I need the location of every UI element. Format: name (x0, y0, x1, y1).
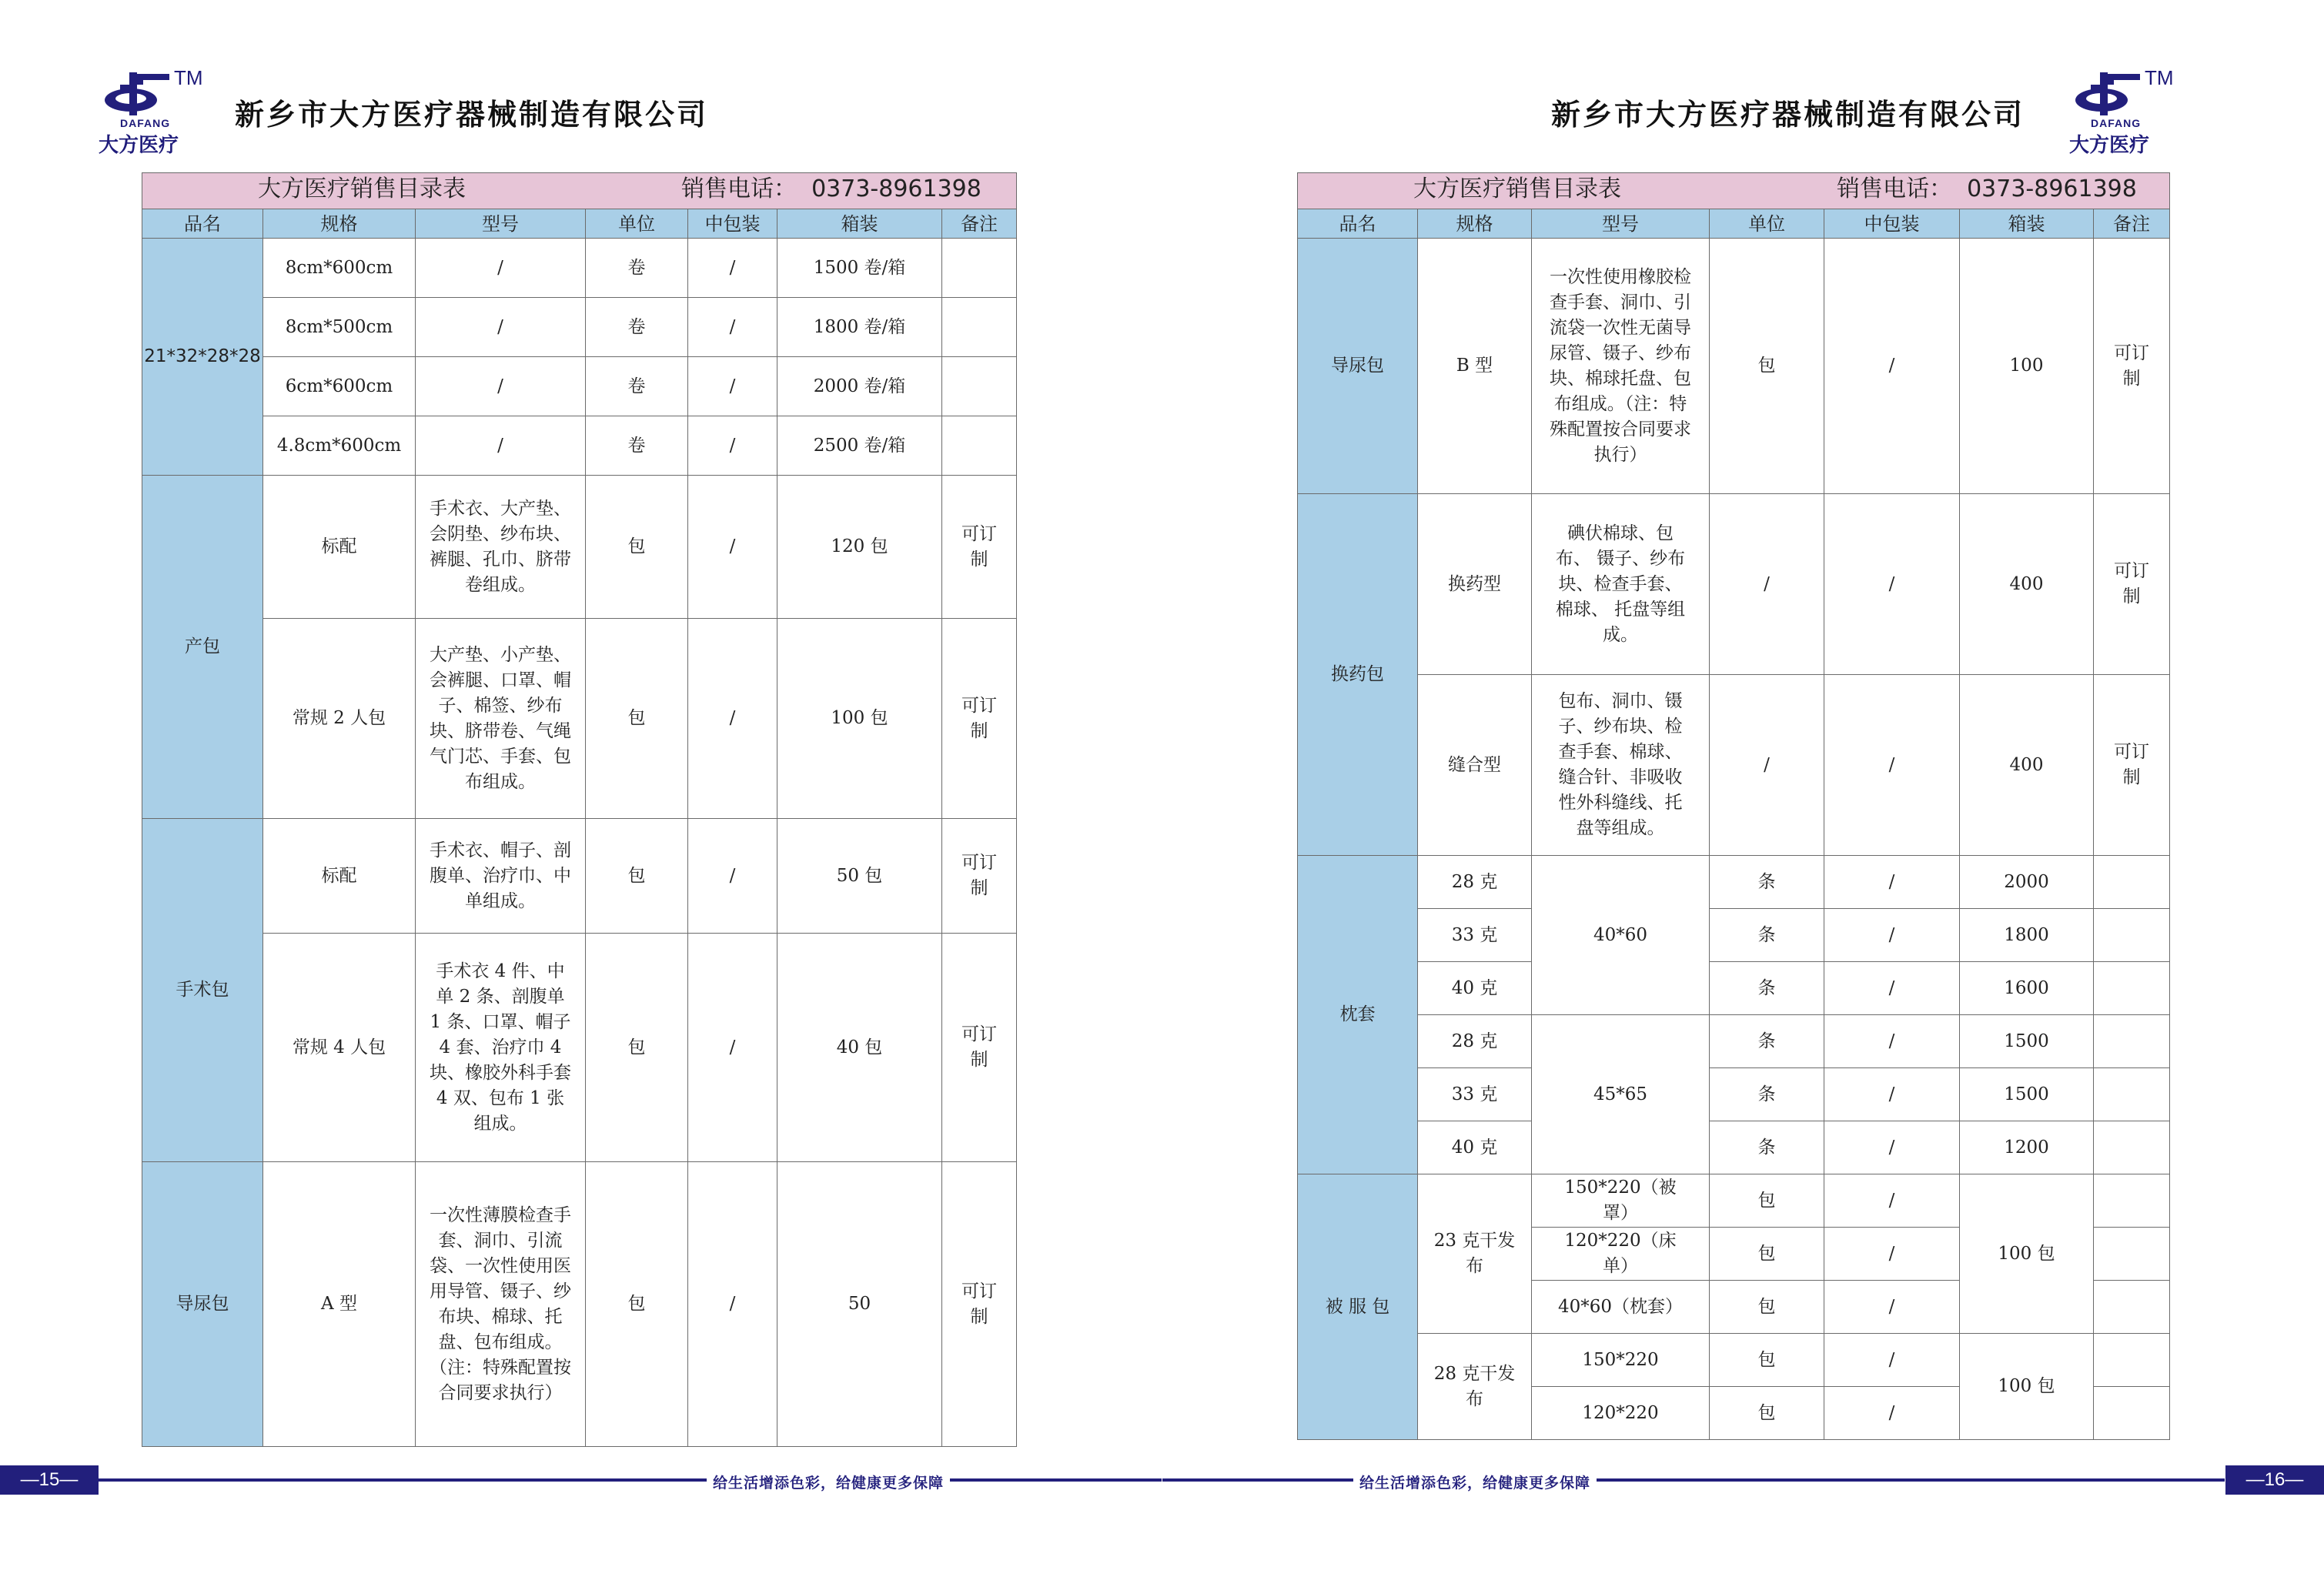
table-row (1298, 1334, 2170, 1387)
logo-chinese: 大方医疗 (2069, 134, 2150, 157)
unit-cell: 包 (1710, 1387, 1824, 1440)
product-name: 手术包 (142, 819, 263, 1162)
footer-rule (1162, 1478, 2225, 1482)
note-cell: 可订制 (2094, 494, 2170, 675)
unit-cell: 卷 (586, 239, 688, 298)
table-row (1298, 675, 2170, 856)
unit-cell: / (1710, 675, 1824, 856)
box-cell: 1800 (1960, 909, 2094, 962)
trademark-label: TM (2145, 66, 2174, 89)
note-cell (942, 416, 1017, 476)
note-cell: 可订制 (2094, 675, 2170, 856)
unit-cell: 包 (586, 1162, 688, 1447)
col-note: 备注 (2094, 209, 2170, 239)
model-cell: / (416, 357, 586, 416)
page-number: —16— (2225, 1465, 2324, 1495)
model-cell: 45*65 (1532, 1015, 1710, 1174)
table-row (1298, 909, 2170, 962)
note-cell (2094, 1121, 2170, 1174)
table-title: 大方医疗销售目录表 (1413, 175, 1621, 202)
box-cell: 1500 卷/箱 (777, 239, 942, 298)
mid-pack-cell: / (1824, 962, 1960, 1015)
col-unit: 单位 (586, 209, 688, 239)
note-cell: 可订制 (942, 1162, 1017, 1447)
mid-pack-cell: / (1824, 909, 1960, 962)
sales-phone (1837, 176, 2137, 202)
mid-pack-cell: / (1824, 239, 1960, 494)
model-cell: 40*60 (1532, 856, 1710, 1015)
mid-pack-cell: / (688, 934, 777, 1162)
note-cell (942, 239, 1017, 298)
mid-pack-cell: / (1824, 1228, 1960, 1281)
mid-pack-cell: / (688, 476, 777, 619)
unit-cell: 卷 (586, 416, 688, 476)
unit-cell: 卷 (586, 298, 688, 357)
mid-pack-cell: / (688, 619, 777, 819)
col-name: 品名 (1298, 209, 1418, 239)
unit-cell: / (1710, 494, 1824, 675)
col-model: 型号 (416, 209, 586, 239)
footer-rule (99, 1478, 1162, 1482)
model-cell: 40*60（枕套） (1532, 1281, 1710, 1334)
mid-pack-cell: / (688, 819, 777, 934)
mid-pack-cell: / (1824, 1068, 1960, 1121)
spec-cell: 40 克 (1418, 1121, 1532, 1174)
col-mid-pack: 中包装 (688, 209, 777, 239)
box-cell: 120 包 (777, 476, 942, 619)
unit-cell: 包 (586, 934, 688, 1162)
spec-cell: 8cm*500cm (263, 298, 416, 357)
box-cell: 1500 (1960, 1015, 2094, 1068)
table-row (142, 819, 1017, 934)
col-model: 型号 (1532, 209, 1710, 239)
unit-cell: 条 (1710, 1015, 1824, 1068)
model-cell: / (416, 298, 586, 357)
note-cell (2094, 1068, 2170, 1121)
table-title: 大方医疗销售目录表 (258, 175, 466, 202)
mid-pack-cell: / (1824, 856, 1960, 909)
unit-cell: 包 (586, 819, 688, 934)
unit-cell: 条 (1710, 856, 1824, 909)
model-cell: 碘伏棉球、包布、 镊子、纱布块、检查手套、棉球、 托盘等组成。 (1532, 494, 1710, 675)
footer-slogan: 给生活增添色彩，给健康更多保障 (707, 1472, 950, 1492)
box-cell: 100 (1960, 239, 2094, 494)
spec-cell: 23 克干发布 (1418, 1174, 1532, 1334)
mid-pack-cell: / (1824, 1387, 1960, 1440)
spec-cell: 33 克 (1418, 909, 1532, 962)
note-cell (2094, 1228, 2170, 1281)
note-cell (2094, 1334, 2170, 1387)
note-cell: 可订制 (942, 819, 1017, 934)
unit-cell: 条 (1710, 1121, 1824, 1174)
table-row (1298, 1121, 2170, 1174)
spec-cell: 28 克干发布 (1418, 1334, 1532, 1440)
table-row (142, 1162, 1017, 1447)
spec-cell: 常规 4 人包 (263, 934, 416, 1162)
table-row (142, 416, 1017, 476)
spec-cell: 6cm*600cm (263, 357, 416, 416)
note-cell: 可订制 (942, 619, 1017, 819)
box-cell: 400 (1960, 494, 2094, 675)
unit-cell: 包 (586, 619, 688, 819)
mid-pack-cell: / (688, 239, 777, 298)
col-unit: 单位 (1710, 209, 1824, 239)
note-cell: 可订制 (942, 476, 1017, 619)
note-cell: 可订制 (942, 934, 1017, 1162)
unit-cell: 条 (1710, 909, 1824, 962)
spec-cell: 常规 2 人包 (263, 619, 416, 819)
unit-cell: 包 (1710, 1228, 1824, 1281)
note-cell (2094, 909, 2170, 962)
model-cell: 手术衣 4 件、中单 2 条、剖腹单 1 条、口罩、帽子 4 套、治疗巾 4 块、橡胶外科手套 4 双、包布 1 张组成。 (416, 934, 586, 1162)
box-cell: 100 包 (1960, 1334, 2094, 1440)
page-right (1162, 0, 2324, 1587)
model-cell: / (416, 416, 586, 476)
table-title-bar (1298, 173, 2170, 209)
note-cell (2094, 1281, 2170, 1334)
spec-cell: 40 克 (1418, 962, 1532, 1015)
model-cell: 一次性使用橡胶检查手套、洞巾、引流袋一次性无菌导尿管、镊子、纱布块、棉球托盘、包布组成。（注：特殊配置按合同要求执行） (1532, 239, 1710, 494)
box-cell: 2500 卷/箱 (777, 416, 942, 476)
box-cell: 1600 (1960, 962, 2094, 1015)
table-row (142, 934, 1017, 1162)
model-cell: 120*220（床单） (1532, 1228, 1710, 1281)
catalog-table-left (142, 172, 1017, 1447)
mid-pack-cell: / (688, 416, 777, 476)
note-cell: 可订制 (2094, 239, 2170, 494)
mid-pack-cell: / (1824, 1281, 1960, 1334)
note-cell (942, 357, 1017, 416)
table-row (1298, 1015, 2170, 1068)
mid-pack-cell: / (1824, 1015, 1960, 1068)
model-cell: 手术衣、帽子、剖腹单、治疗巾、中单组成。 (416, 819, 586, 934)
mid-pack-cell: / (1824, 494, 1960, 675)
table-row (1298, 856, 2170, 909)
logo-english: DAFANG (2091, 117, 2142, 129)
spec-cell: 28 克 (1418, 1015, 1532, 1068)
col-box: 箱装 (1960, 209, 2094, 239)
table-row (1298, 1068, 2170, 1121)
phone-number: 0373-8961398 (1967, 175, 2137, 202)
unit-cell: 包 (1710, 1174, 1824, 1228)
footer-slogan: 给生活增添色彩，给健康更多保障 (1353, 1472, 1597, 1492)
col-box: 箱装 (777, 209, 942, 239)
mid-pack-cell: / (1824, 1334, 1960, 1387)
box-cell: 100 包 (777, 619, 942, 819)
model-cell: / (416, 239, 586, 298)
spec-cell: 4.8cm*600cm (263, 416, 416, 476)
company-logo (2062, 68, 2177, 160)
col-note: 备注 (942, 209, 1017, 239)
column-header-row (142, 209, 1017, 239)
sales-phone (681, 176, 981, 202)
product-name: 被 服 包 (1298, 1174, 1418, 1440)
spec-cell: B 型 (1418, 239, 1532, 494)
unit-cell: 包 (1710, 239, 1824, 494)
model-cell: 120*220 (1532, 1387, 1710, 1440)
mid-pack-cell: / (1824, 675, 1960, 856)
col-spec: 规格 (263, 209, 416, 239)
spec-cell: 28 克 (1418, 856, 1532, 909)
model-cell: 一次性薄膜检查手套、洞巾、引流袋、一次性使用医用导管、镊子、纱布块、棉球、托盘、包布组成。（注：特殊配置按合同要求执行） (416, 1162, 586, 1447)
mid-pack-cell: / (1824, 1174, 1960, 1228)
box-cell: 1200 (1960, 1121, 2094, 1174)
phone-label: 销售电话： (681, 175, 797, 202)
product-name: 导尿包 (142, 1162, 263, 1447)
product-name: 枕套 (1298, 856, 1418, 1174)
model-cell: 150*220 (1532, 1334, 1710, 1387)
unit-cell: 卷 (586, 357, 688, 416)
note-cell (2094, 1015, 2170, 1068)
phone-number: 0373-8961398 (811, 175, 981, 202)
note-cell (2094, 856, 2170, 909)
logo-chinese: 大方医疗 (99, 134, 179, 157)
box-cell: 2000 (1960, 856, 2094, 909)
box-cell: 1500 (1960, 1068, 2094, 1121)
note-cell (942, 298, 1017, 357)
model-cell: 手术衣、大产垫、会阴垫、纱布块、裤腿、孔巾、脐带卷组成。 (416, 476, 586, 619)
spec-cell: 缝合型 (1418, 675, 1532, 856)
model-cell: 150*220（被罩） (1532, 1174, 1710, 1228)
unit-cell: 包 (586, 476, 688, 619)
spec-cell: 33 克 (1418, 1068, 1532, 1121)
product-name: 导尿包 (1298, 239, 1418, 494)
box-cell: 400 (1960, 675, 2094, 856)
product-name: 21*32*28*28 (142, 239, 263, 476)
mid-pack-cell: / (688, 298, 777, 357)
col-name: 品名 (142, 209, 263, 239)
catalog-table-right (1297, 172, 2170, 1440)
table-row (1298, 962, 2170, 1015)
note-cell (2094, 1174, 2170, 1228)
table-row (142, 619, 1017, 819)
company-name: 新乡市大方医疗器械制造有限公司 (1551, 98, 2025, 132)
box-cell: 1800 卷/箱 (777, 298, 942, 357)
spec-cell: 8cm*600cm (263, 239, 416, 298)
phone-label: 销售电话： (1837, 175, 1952, 202)
table-row (142, 476, 1017, 619)
company-logo (91, 68, 206, 160)
spec-cell: 标配 (263, 819, 416, 934)
box-cell: 50 包 (777, 819, 942, 934)
table-row (142, 357, 1017, 416)
spec-cell: 换药型 (1418, 494, 1532, 675)
model-cell: 包布、洞巾、镊子、纱布块、检查手套、棉球、缝合针、非吸收性外科缝线、托盘等组成。 (1532, 675, 1710, 856)
company-name: 新乡市大方医疗器械制造有限公司 (235, 98, 709, 132)
spec-cell: 标配 (263, 476, 416, 619)
box-cell: 2000 卷/箱 (777, 357, 942, 416)
box-cell: 50 (777, 1162, 942, 1447)
unit-cell: 条 (1710, 962, 1824, 1015)
table-row (1298, 239, 2170, 494)
page-number: —15— (0, 1465, 99, 1495)
box-cell: 100 包 (1960, 1174, 2094, 1334)
table-row (142, 298, 1017, 357)
table-title-bar (142, 173, 1017, 209)
model-cell: 大产垫、小产垫、会裤腿、口罩、帽子、棉签、纱布块、脐带卷、气绳气门芯、手套、包布组成。 (416, 619, 586, 819)
mid-pack-cell: / (688, 1162, 777, 1447)
logo-english: DAFANG (120, 117, 171, 129)
unit-cell: 包 (1710, 1334, 1824, 1387)
column-header-row (1298, 209, 2170, 239)
table-row (1298, 1174, 2170, 1228)
note-cell (2094, 1387, 2170, 1440)
spec-cell: A 型 (263, 1162, 416, 1447)
product-name: 换药包 (1298, 494, 1418, 856)
table-row (1298, 494, 2170, 675)
trademark-label: TM (174, 66, 203, 89)
mid-pack-cell: / (688, 357, 777, 416)
product-name: 产包 (142, 476, 263, 819)
col-spec: 规格 (1418, 209, 1532, 239)
mid-pack-cell: / (1824, 1121, 1960, 1174)
note-cell (2094, 962, 2170, 1015)
box-cell: 40 包 (777, 934, 942, 1162)
col-mid-pack: 中包装 (1824, 209, 1960, 239)
unit-cell: 条 (1710, 1068, 1824, 1121)
table-row (142, 239, 1017, 298)
unit-cell: 包 (1710, 1281, 1824, 1334)
